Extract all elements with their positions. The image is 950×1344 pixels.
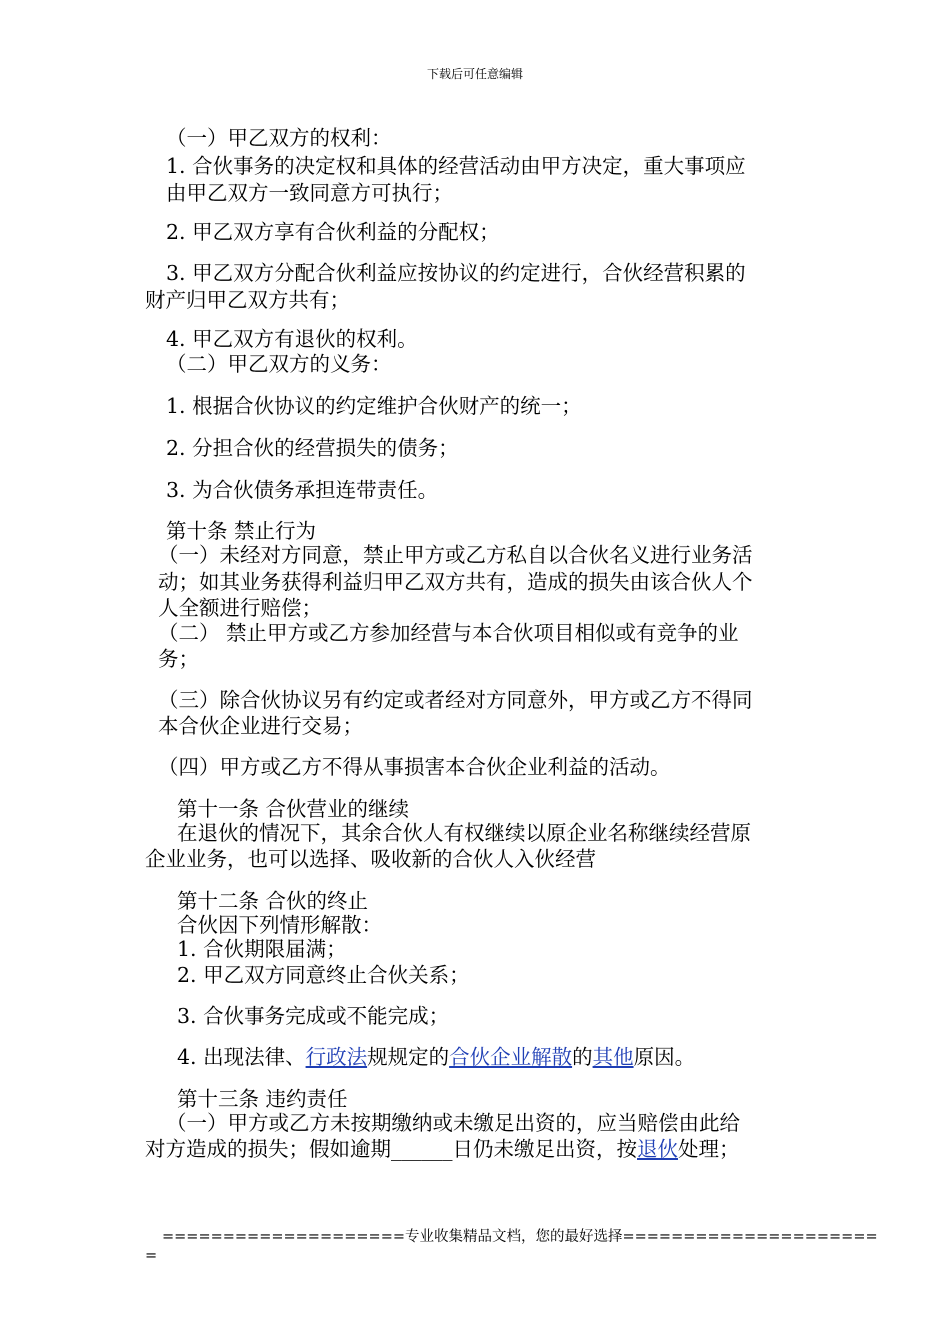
article-heading: 第十二条 合伙的终止 (177, 889, 369, 913)
body-line: （一）甲乙双方的权利： (166, 126, 392, 150)
text-segment: 处理； (678, 1137, 740, 1161)
body-line: 由甲乙双方一致同意方可执行； (166, 181, 453, 205)
body-line: 务； (158, 647, 199, 671)
body-line: 2. 甲乙双方同意终止合伙关系； (177, 963, 470, 987)
body-line: 财产归甲乙双方共有； (145, 288, 350, 312)
body-line: 4. 甲乙双方有退伙的权利。 (166, 327, 418, 351)
text-segment: 4. 出现法律、 (177, 1045, 306, 1069)
body-line: （一）未经对方同意，禁止甲方或乙方私自以合伙名义进行业务活 (158, 543, 753, 567)
body-line: 3. 为合伙债务承担连带责任。 (166, 478, 439, 502)
link-administrative-law[interactable]: 行政法 (305, 1045, 368, 1069)
footer-banner: ====================专业收集精品文档，您的最好选择===================== (162, 1229, 878, 1245)
article-heading: 第十条 禁止行为 (166, 519, 317, 543)
body-line-with-links (145, 1136, 740, 1162)
body-line: 本合伙企业进行交易； (158, 714, 363, 738)
link-partnership-dissolution[interactable]: 合伙企业解散 (449, 1045, 573, 1069)
body-line: 企业业务，也可以选择、吸收新的合伙人入伙经营 (145, 847, 596, 871)
body-line: 3. 合伙事务完成或不能完成； (177, 1004, 450, 1028)
body-line: （二） 禁止甲方或乙方参加经营与本合伙项目相似或有竞争的业 (158, 621, 739, 645)
body-line: 1. 合伙期限届满； (177, 937, 347, 961)
body-line: 动；如其业务获得利益归甲乙双方共有，造成的损失由该合伙人个 (158, 570, 753, 594)
body-line: 合伙因下列情形解散： (177, 913, 382, 937)
body-line: 1. 根据合伙协议的约定维护合伙财产的统一； (166, 394, 582, 418)
link-other[interactable]: 其他 (592, 1045, 634, 1069)
article-heading: 第十一条 合伙营业的继续 (177, 797, 410, 821)
article-heading: 第十三条 违约责任 (177, 1087, 348, 1111)
text-segment: 对方造成的损失；假如逾期______日仍未缴足出资，按 (145, 1137, 637, 1161)
body-line: 3. 甲乙双方分配合伙利益应按协议的约定进行，合伙经营积累的 (166, 261, 746, 285)
body-line: （二）甲乙双方的义务： (166, 352, 392, 376)
body-line: 2. 分担合伙的经营损失的债务； (166, 436, 459, 460)
link-withdrawal[interactable]: 退伙 (637, 1137, 678, 1161)
body-line: 人全额进行赔偿； (158, 596, 322, 620)
body-line: 在退伙的情况下，其余合伙人有权继续以原企业名称继续经营原 (177, 821, 751, 845)
page-header-note: 下载后可任意编辑 (426, 67, 523, 81)
body-line: 2. 甲乙双方享有合伙利益的分配权； (166, 220, 500, 244)
body-line: （三）除合伙协议另有约定或者经对方同意外，甲方或乙方不得同 (158, 688, 753, 712)
text-segment: 规规定的 (367, 1045, 450, 1069)
body-line: （一）甲方或乙方未按期缴纳或未缴足出资的，应当赔偿由此给 (166, 1111, 740, 1135)
footer-banner-tail: = (145, 1248, 158, 1264)
body-line: 1. 合伙事务的决定权和具体的经营活动由甲方决定，重大事项应 (166, 154, 746, 178)
body-line: （四）甲方或乙方不得从事损害本合伙企业利益的活动。 (158, 755, 671, 779)
body-line-with-links (177, 1044, 695, 1070)
text-segment: 原因。 (633, 1045, 696, 1069)
text-segment: 的 (572, 1045, 593, 1069)
